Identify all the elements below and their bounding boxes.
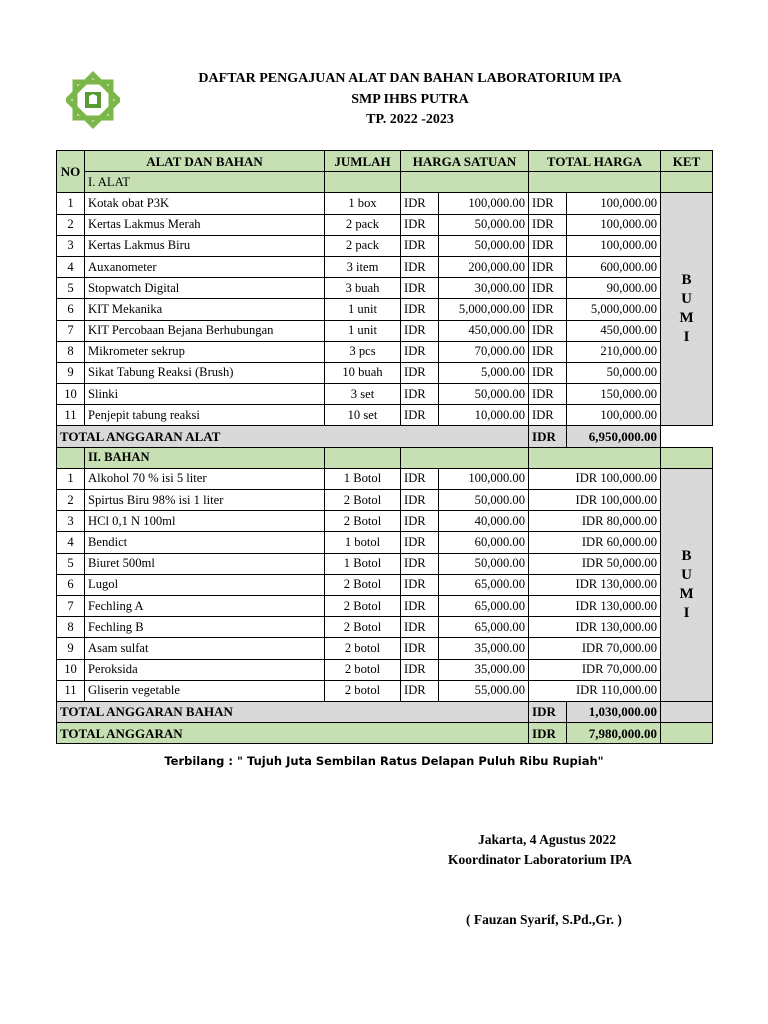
row-item-name: Fechling A: [85, 595, 325, 616]
row-item-name: Penjepit tabung reaksi: [85, 405, 325, 426]
row-total-price: 210,000.00: [567, 341, 661, 362]
table-row: [57, 256, 713, 277]
row-unit-currency: IDR: [401, 532, 439, 553]
table-row: [57, 214, 713, 235]
table-row: [57, 278, 713, 299]
row-item-name: Alkohol 70 % isi 5 liter: [85, 468, 325, 489]
row-total-price: IDR 60,000.00: [529, 532, 661, 553]
row-no: 6: [57, 299, 85, 320]
row-no: 1: [57, 468, 85, 489]
row-quantity: 2 pack: [325, 235, 401, 256]
col-harga-satuan: HARGA SATUAN: [401, 151, 529, 172]
row-unit-price: 65,000.00: [439, 617, 529, 638]
row-unit-currency: IDR: [401, 490, 439, 511]
table-row: [57, 638, 713, 659]
row-unit-currency: IDR: [401, 193, 439, 214]
table-row: [57, 680, 713, 701]
row-total-price: 100,000.00: [567, 235, 661, 256]
row-unit-currency: IDR: [401, 638, 439, 659]
row-item-name: Gliserin vegetable: [85, 680, 325, 701]
document-title: DAFTAR PENGAJUAN ALAT DAN BAHAN LABORATORIUM IPA: [198, 71, 622, 86]
col-jumlah: JUMLAH: [325, 151, 401, 172]
row-total-price: 150,000.00: [567, 384, 661, 405]
row-no: 11: [57, 405, 85, 426]
table-row: [57, 574, 713, 595]
row-unit-currency: IDR: [401, 617, 439, 638]
col-no: NO: [57, 151, 85, 193]
table-row: [57, 235, 713, 256]
row-quantity: 2 Botol: [325, 617, 401, 638]
table-row: [57, 405, 713, 426]
row-unit-currency: IDR: [401, 214, 439, 235]
row-unit-currency: IDR: [401, 299, 439, 320]
row-unit-price: 50,000.00: [439, 235, 529, 256]
row-quantity: 2 Botol: [325, 511, 401, 532]
row-quantity: 1 unit: [325, 299, 401, 320]
total-alat-row: [57, 426, 713, 447]
row-total-currency: IDR: [529, 235, 567, 256]
row-quantity: 3 set: [325, 384, 401, 405]
row-unit-price: 65,000.00: [439, 595, 529, 616]
row-total-currency: IDR: [529, 405, 567, 426]
row-total-price: IDR 80,000.00: [529, 511, 661, 532]
row-quantity: 1 box: [325, 193, 401, 214]
table-row: [57, 595, 713, 616]
row-quantity: 2 botol: [325, 638, 401, 659]
grand-total-label: TOTAL ANGGARAN: [57, 723, 529, 744]
row-total-price: 50,000.00: [567, 362, 661, 383]
amount-in-words: Terbilang : " Tujuh Juta Sembilan Ratus Delapan Puluh Ribu Rupiah": [164, 754, 604, 768]
total-bahan-currency: IDR: [529, 701, 567, 722]
row-total-currency: IDR: [529, 384, 567, 405]
row-item-name: Biuret 500ml: [85, 553, 325, 574]
row-no: 3: [57, 511, 85, 532]
row-no: 8: [57, 617, 85, 638]
table-row: [57, 468, 713, 489]
row-quantity: 2 botol: [325, 659, 401, 680]
school-name: SMP IHBS PUTRA: [351, 92, 469, 107]
row-total-price: IDR 100,000.00: [529, 468, 661, 489]
row-unit-currency: IDR: [401, 362, 439, 383]
row-unit-price: 35,000.00: [439, 638, 529, 659]
row-unit-price: 100,000.00: [439, 193, 529, 214]
row-total-price: IDR 130,000.00: [529, 595, 661, 616]
col-ket: KET: [661, 151, 713, 172]
row-no: 7: [57, 320, 85, 341]
total-bahan-row: [57, 701, 713, 722]
row-unit-price: 70,000.00: [439, 341, 529, 362]
academic-year: TP. 2022 -2023: [366, 112, 454, 127]
row-item-name: Auxanometer: [85, 256, 325, 277]
grand-total-row: [57, 723, 713, 744]
col-total-harga: TOTAL HARGA: [529, 151, 661, 172]
ket-alat: B U M I: [661, 193, 713, 426]
row-no: 9: [57, 638, 85, 659]
row-total-price: IDR 50,000.00: [529, 553, 661, 574]
row-no: 4: [57, 256, 85, 277]
row-unit-currency: IDR: [401, 511, 439, 532]
row-unit-currency: IDR: [401, 278, 439, 299]
table-header-row: [57, 151, 713, 172]
row-total-price: 100,000.00: [567, 405, 661, 426]
row-total-currency: IDR: [529, 362, 567, 383]
row-unit-price: 55,000.00: [439, 680, 529, 701]
total-alat-currency: IDR: [529, 426, 567, 447]
row-item-name: Stopwatch Digital: [85, 278, 325, 299]
section-row-bahan: [57, 447, 713, 468]
row-quantity: 2 pack: [325, 214, 401, 235]
row-quantity: 2 Botol: [325, 595, 401, 616]
row-unit-price: 10,000.00: [439, 405, 529, 426]
row-unit-currency: IDR: [401, 256, 439, 277]
table-row: [57, 511, 713, 532]
row-total-price: IDR 70,000.00: [529, 638, 661, 659]
row-unit-price: 50,000.00: [439, 490, 529, 511]
table-row: [57, 659, 713, 680]
row-no: 2: [57, 490, 85, 511]
row-unit-price: 30,000.00: [439, 278, 529, 299]
budget-table: [56, 150, 713, 744]
row-unit-currency: IDR: [401, 659, 439, 680]
row-no: 5: [57, 278, 85, 299]
row-unit-currency: IDR: [401, 553, 439, 574]
total-bahan-value: 1,030,000.00: [567, 701, 661, 722]
row-quantity: 10 buah: [325, 362, 401, 383]
row-no: 3: [57, 235, 85, 256]
row-unit-currency: IDR: [401, 468, 439, 489]
row-unit-price: 100,000.00: [439, 468, 529, 489]
row-item-name: Kertas Lakmus Merah: [85, 214, 325, 235]
row-total-currency: IDR: [529, 214, 567, 235]
row-unit-currency: IDR: [401, 405, 439, 426]
row-unit-currency: IDR: [401, 320, 439, 341]
row-total-price: IDR 70,000.00: [529, 659, 661, 680]
row-item-name: KIT Mekanika: [85, 299, 325, 320]
row-unit-price: 35,000.00: [439, 659, 529, 680]
row-unit-price: 50,000.00: [439, 214, 529, 235]
signature-place-date: Jakarta, 4 Agustus 2022: [478, 832, 617, 847]
table-row: [57, 193, 713, 214]
row-no: 10: [57, 659, 85, 680]
row-unit-currency: IDR: [401, 341, 439, 362]
row-item-name: Lugol: [85, 574, 325, 595]
row-total-currency: IDR: [529, 299, 567, 320]
table-row: [57, 553, 713, 574]
row-item-name: HCl 0,1 N 100ml: [85, 511, 325, 532]
table-row: [57, 384, 713, 405]
row-item-name: Peroksida: [85, 659, 325, 680]
total-alat-label: TOTAL ANGGARAN ALAT: [57, 426, 529, 447]
signature-name: ( Fauzan Syarif, S.Pd.,Gr. ): [466, 912, 622, 927]
row-total-price: 600,000.00: [567, 256, 661, 277]
row-item-name: KIT Percobaan Bejana Berhubungan: [85, 320, 325, 341]
row-unit-currency: IDR: [401, 384, 439, 405]
row-unit-price: 5,000,000.00: [439, 299, 529, 320]
section-label: II. BAHAN: [85, 447, 325, 468]
row-item-name: Fechling B: [85, 617, 325, 638]
row-unit-price: 5,000.00: [439, 362, 529, 383]
total-alat-value: 6,950,000.00: [567, 426, 661, 447]
row-item-name: Spirtus Biru 98% isi 1 liter: [85, 490, 325, 511]
table-row: [57, 490, 713, 511]
row-no: 8: [57, 341, 85, 362]
row-total-currency: IDR: [529, 341, 567, 362]
row-no: 9: [57, 362, 85, 383]
row-no: 6: [57, 574, 85, 595]
row-total-price: 100,000.00: [567, 193, 661, 214]
row-unit-price: 50,000.00: [439, 384, 529, 405]
row-total-currency: IDR: [529, 278, 567, 299]
grand-total-value: 7,980,000.00: [567, 723, 661, 744]
row-quantity: 1 unit: [325, 320, 401, 341]
row-item-name: Asam sulfat: [85, 638, 325, 659]
total-bahan-label: TOTAL ANGGARAN BAHAN: [57, 701, 529, 722]
row-unit-price: 50,000.00: [439, 553, 529, 574]
row-item-name: Bendict: [85, 532, 325, 553]
row-quantity: 10 set: [325, 405, 401, 426]
row-quantity: 2 botol: [325, 680, 401, 701]
row-quantity: 2 Botol: [325, 574, 401, 595]
row-unit-currency: IDR: [401, 574, 439, 595]
row-quantity: 3 pcs: [325, 341, 401, 362]
row-total-price: IDR 100,000.00: [529, 490, 661, 511]
row-total-price: 450,000.00: [567, 320, 661, 341]
grand-total-currency: IDR: [529, 723, 567, 744]
table-row: [57, 532, 713, 553]
row-total-currency: IDR: [529, 320, 567, 341]
row-unit-price: 40,000.00: [439, 511, 529, 532]
row-item-name: Slinki: [85, 384, 325, 405]
table-row: [57, 299, 713, 320]
row-total-price: 5,000,000.00: [567, 299, 661, 320]
row-unit-price: 60,000.00: [439, 532, 529, 553]
row-no: 2: [57, 214, 85, 235]
row-unit-price: 65,000.00: [439, 574, 529, 595]
signature-role: Koordinator Laboratorium IPA: [448, 852, 632, 867]
section-row-alat: [57, 172, 713, 193]
row-no: 4: [57, 532, 85, 553]
row-item-name: Mikrometer sekrup: [85, 341, 325, 362]
row-total-price: IDR 110,000.00: [529, 680, 661, 701]
row-quantity: 1 Botol: [325, 468, 401, 489]
row-item-name: Kotak obat P3K: [85, 193, 325, 214]
row-item-name: Sikat Tabung Reaksi (Brush): [85, 362, 325, 383]
row-quantity: 1 Botol: [325, 553, 401, 574]
row-no: 10: [57, 384, 85, 405]
row-unit-currency: IDR: [401, 595, 439, 616]
section-label: I. ALAT: [85, 172, 325, 193]
row-no: 5: [57, 553, 85, 574]
row-no: 1: [57, 193, 85, 214]
row-quantity: 2 Botol: [325, 490, 401, 511]
row-no: 11: [57, 680, 85, 701]
row-total-currency: IDR: [529, 193, 567, 214]
row-unit-price: 450,000.00: [439, 320, 529, 341]
row-unit-currency: IDR: [401, 235, 439, 256]
row-no: 7: [57, 595, 85, 616]
table-row: [57, 341, 713, 362]
row-quantity: 3 buah: [325, 278, 401, 299]
row-unit-currency: IDR: [401, 680, 439, 701]
row-unit-price: 200,000.00: [439, 256, 529, 277]
row-total-price: 100,000.00: [567, 214, 661, 235]
table-row: [57, 362, 713, 383]
table-row: [57, 320, 713, 341]
row-quantity: 1 botol: [325, 532, 401, 553]
col-alat-bahan: ALAT DAN BAHAN: [85, 151, 325, 172]
row-total-price: IDR 130,000.00: [529, 574, 661, 595]
row-total-currency: IDR: [529, 256, 567, 277]
row-total-price: 90,000.00: [567, 278, 661, 299]
row-total-price: IDR 130,000.00: [529, 617, 661, 638]
row-item-name: Kertas Lakmus Biru: [85, 235, 325, 256]
ket-bahan: B U M I: [661, 468, 713, 701]
row-quantity: 3 item: [325, 256, 401, 277]
table-row: [57, 617, 713, 638]
